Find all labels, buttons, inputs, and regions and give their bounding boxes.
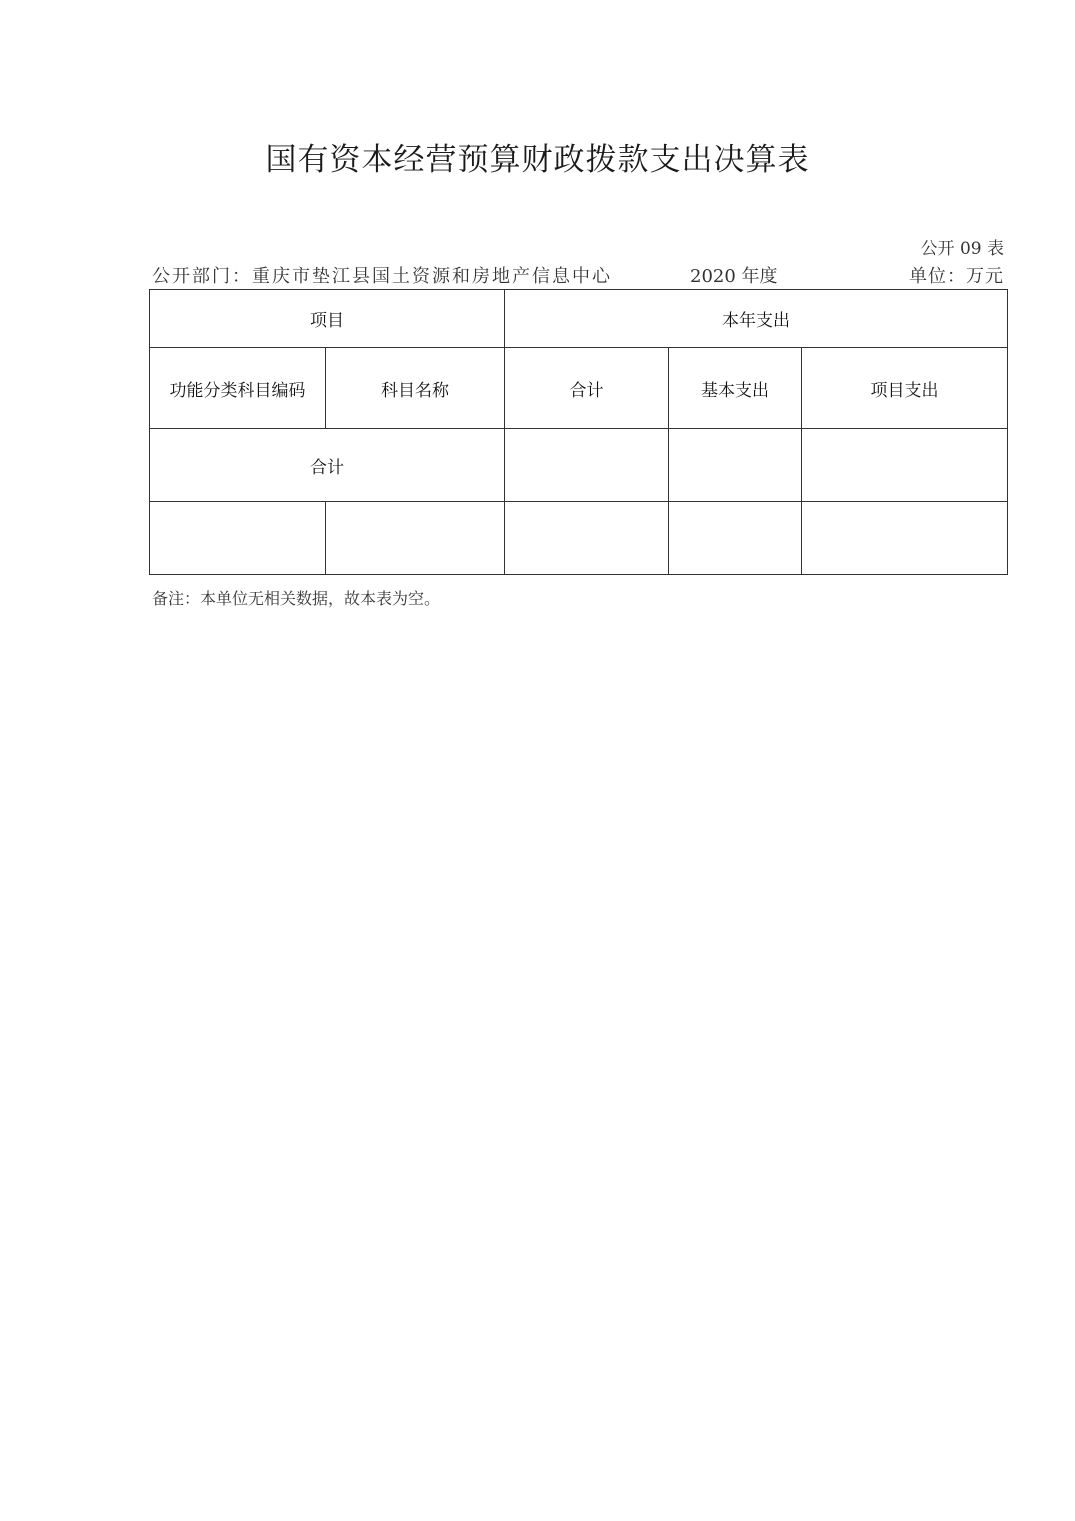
row-project-cell [802,502,1008,575]
col-project-header: 项目支出 [802,348,1008,429]
year-label: 2020 年度 [690,266,778,287]
total-row-label: 合计 [150,429,505,502]
header-current-year-cell: 本年支出 [505,290,1008,348]
col-basic-header: 基本支出 [669,348,802,429]
total-row [150,429,1008,502]
table-header-row [150,290,1008,348]
department-label: 公开部门：重庆市垫江县国土资源和房地产信息中心 [152,266,612,287]
header-project-cell: 项目 [150,290,505,348]
total-row-basic-value [669,429,802,502]
total-row-project-value [802,429,1008,502]
page-title: 国有资本经营预算财政拨款支出决算表 [265,142,810,178]
row-total-cell [505,502,669,575]
total-row-total-value [505,429,669,502]
form-number: 公开 09 表 [920,239,1004,259]
row-name-cell [326,502,505,575]
col-total-header: 合计 [505,348,669,429]
unit-label: 单位：万元 [909,266,1004,287]
table-row [150,502,1008,575]
footnote: 备注：本单位无相关数据，故本表为空。 [152,589,441,608]
row-basic-cell [669,502,802,575]
col-code-header: 功能分类科目编码 [150,348,326,429]
table-subheader-row [150,348,1008,429]
row-code-cell [150,502,326,575]
budget-table [149,289,1008,575]
col-name-header: 科目名称 [326,348,505,429]
